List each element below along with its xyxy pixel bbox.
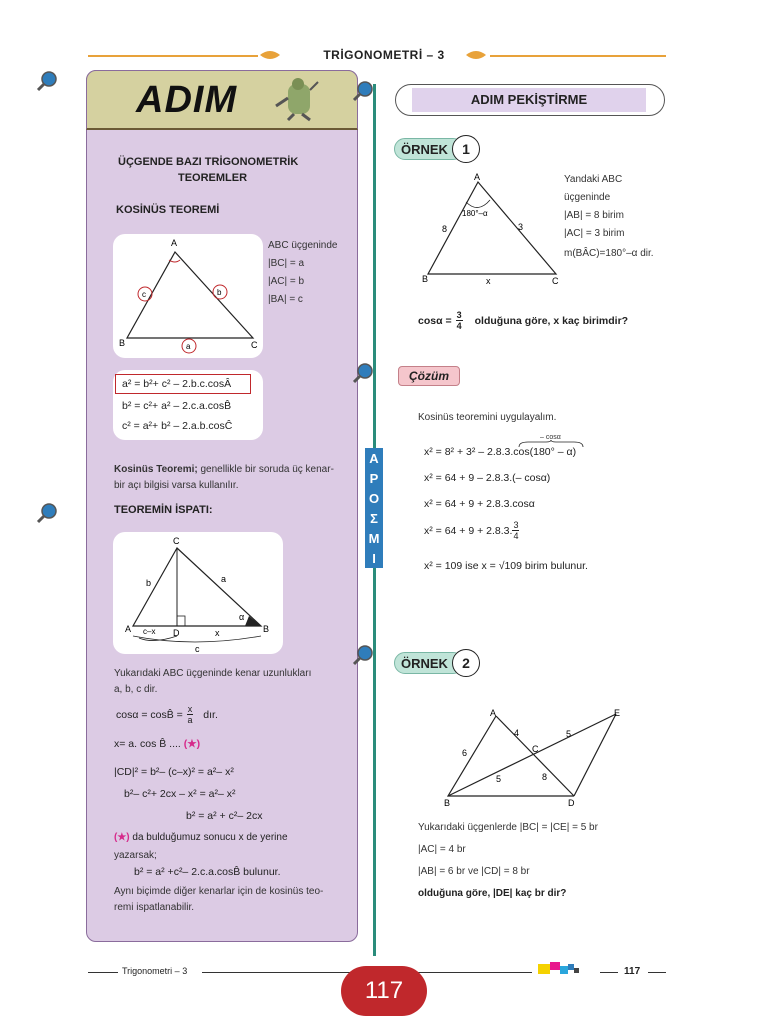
theorem-note-text: genellikle bir soruda üç kenar-: [197, 464, 334, 475]
vertical-letter: I: [372, 550, 376, 566]
ex2-edge-6: 6: [462, 748, 468, 758]
ex2-label-D: D: [568, 798, 575, 808]
solution-line-4: [424, 520, 519, 541]
star-mark: (★): [183, 738, 201, 750]
formula-c: c² = a²+ b² – 2.a.b.cosĈ: [122, 420, 233, 432]
ex1-frac-num: 3: [456, 310, 462, 320]
ex1-angle: 180°–α: [462, 209, 488, 218]
cos-equation: [116, 704, 218, 725]
magnifier-icon: [352, 644, 374, 666]
ex1-q-post: olduğuna göre, x kaç birimdir?: [474, 314, 629, 327]
proof-label-b: b: [146, 578, 152, 588]
x-equation: [114, 738, 200, 750]
climber-mascot-icon: [272, 76, 322, 122]
end-text-1: Aynı biçimde diğer kenarlar için de kosinüs teo-: [114, 886, 324, 897]
yazarsak-text: yazarsak;: [114, 850, 157, 861]
proof-text-1: Yukarıdaki ABC üçgeninde kenar uzunlukları: [114, 668, 312, 679]
vertical-letter: Σ: [370, 510, 378, 526]
ex1-info-4: m(BÂC)=180°–α dir.: [564, 248, 654, 259]
ex2-label-A: A: [490, 708, 497, 718]
ex2-text-1: |AC| = 4 br: [418, 844, 466, 855]
vertical-letter: O: [368, 490, 380, 506]
example1-triangle-diagram: [418, 170, 568, 288]
ex1-label-B: B: [422, 274, 429, 284]
section-title-line-2: TEOREMLER: [178, 172, 248, 184]
ex2-edge-5b: 5: [496, 774, 502, 784]
ex2-label-B: B: [444, 798, 451, 808]
footer-line-right: [600, 972, 618, 973]
proof-label-a: a: [221, 574, 227, 584]
vertical-letter: M: [368, 530, 380, 546]
triangle-caption-1: |BC| = a: [268, 258, 305, 269]
ex2-edge-5a: 5: [566, 729, 572, 739]
sol-frac-den: 4: [513, 531, 519, 541]
magnifier-icon: [352, 80, 374, 102]
ex1-edge-3: 3: [518, 222, 524, 232]
proof-label-A: A: [125, 624, 132, 634]
ex1-info-3: |AC| = 3 birim: [564, 228, 625, 239]
proof-triangle-diagram: [113, 532, 283, 654]
color-blocks-icon: [538, 960, 598, 978]
ex1-info-2: |AB| = 8 birim: [564, 210, 624, 221]
ex1-q-pre: cosα =: [418, 314, 452, 327]
equation-3: b² = a² + c²– 2cx: [186, 810, 263, 822]
theorem-note-2: bir açı bilgisi varsa kullanılır.: [114, 480, 239, 491]
magnifier-icon: [36, 70, 58, 92]
ex1-label-C: C: [552, 276, 559, 286]
cos-eq-pre: cosα = cosB̂ =: [116, 708, 183, 721]
ex2-label-C: C: [532, 744, 539, 754]
ex2-text-0: Yukarıdaki üçgenlerde |BC| = |CE| = 5 br: [418, 822, 598, 833]
label-B: B: [119, 338, 126, 348]
ex1-frac-den: 4: [456, 321, 462, 331]
footer-line-left: [88, 972, 118, 973]
solution-overbrace-label: – cosα: [540, 434, 561, 441]
cozum-badge: Çözüm: [398, 366, 460, 386]
section-title: ADIM PEKİŞTİRME: [412, 88, 646, 112]
proof-text-2: a, b, c dir.: [114, 684, 158, 695]
star-mark: (★): [114, 832, 130, 843]
solution-fraction: [512, 520, 519, 541]
ex2-edge-4: 4: [514, 728, 520, 738]
ex2-edge-8: 8: [542, 772, 548, 782]
example2-triangles-diagram: [438, 704, 628, 808]
x-eq-text: x= a. cos B̂ ....: [114, 738, 181, 750]
triangle-caption-3: |BA| = c: [268, 294, 303, 305]
solution-line-5: x² = 109 ise x = √109 birim bulunur.: [424, 560, 588, 572]
vertical-letter: A: [369, 450, 379, 466]
theorem-note-1: [114, 462, 354, 478]
label-a: a: [186, 342, 191, 351]
cos-eq-post: dır.: [203, 708, 218, 721]
triangle-caption-0: ABC üçgeninde: [268, 240, 338, 251]
proof-label-C: C: [173, 536, 180, 546]
triangle-caption-2: |AC| = b: [268, 276, 305, 287]
footer-page-number: 117: [624, 966, 641, 977]
sol-frac-num: 3: [513, 520, 519, 530]
abc-triangle-diagram: [113, 234, 263, 358]
solution-line-2: x² = 64 + 9 – 2.8.3.(– cosα): [424, 472, 551, 484]
header-line-right: [490, 55, 666, 57]
end-text-2: remi ispatlanabilir.: [114, 902, 195, 913]
solution-line-1: x² = 8² + 3² – 2.8.3.cos(180° – α): [424, 446, 577, 458]
ex1-edge-8: 8: [442, 224, 448, 234]
label-C: C: [251, 340, 258, 350]
star-sentence: [114, 832, 288, 843]
ex1-label-A: A: [474, 172, 481, 182]
ex2-text-2: |AB| = 6 br ve |CD| = 8 br: [418, 866, 530, 877]
proof-label-cx: c–x: [143, 627, 156, 636]
ornek-2-number: 2: [452, 649, 480, 677]
ex1-info-1: üçgeninde: [564, 192, 611, 203]
footer-left-text: Trigonometri – 3: [122, 966, 188, 976]
proof-label-x: x: [215, 628, 220, 638]
kosinus-title: KOSİNÜS TEOREMİ: [116, 204, 220, 216]
cos-frac-num: x: [187, 704, 193, 714]
proof-label-D: D: [173, 628, 180, 638]
ex1-fraction: [456, 310, 463, 331]
ex1-info-0: Yandaki ABC: [564, 174, 623, 185]
solution-intro: Kosinüs teoremini uygulayalım.: [418, 412, 557, 423]
page-number-badge: 117: [341, 966, 427, 1016]
cd-equation: |CD|² = b²– (c–x)² = a²– x²: [114, 766, 234, 778]
vertical-apoemi-label: [365, 448, 383, 568]
ornek-1-badge: ÖRNEK: [394, 138, 464, 160]
label-A: A: [171, 238, 178, 248]
footer-line-end: [648, 972, 666, 973]
proof-label-c: c: [195, 644, 200, 654]
ornek-2-badge: ÖRNEK: [394, 652, 464, 674]
magnifier-icon: [36, 502, 58, 524]
solution-line-3: x² = 64 + 9 + 2.8.3.cosα: [424, 498, 535, 510]
leaf-ornament-icon: [464, 47, 488, 63]
ornek-1-number: 1: [452, 135, 480, 163]
proof-label-B: B: [263, 624, 270, 634]
magnifier-icon: [352, 362, 374, 384]
star-text: da bulduğumuz sonucu x de yerine: [132, 832, 288, 843]
theorem-note-bold: Kosinüs Teoremi;: [114, 464, 198, 475]
equation-2: b²– c²+ 2cx – x² = a²– x²: [124, 788, 236, 800]
proof-label-alpha: α: [239, 612, 245, 622]
formula-a: a² = b²+ c² – 2.b.c.cosÂ: [122, 378, 232, 390]
equation-4: b² = a² +c²– 2.c.a.cosB̂ bulunur.: [134, 866, 281, 878]
proof-title: TEOREMİN İSPATI:: [114, 504, 213, 516]
header-title: TRİGONOMETRİ – 3: [323, 48, 445, 62]
cos-fraction: [187, 704, 194, 725]
label-c: c: [142, 290, 146, 299]
adim-title: ADIM: [136, 79, 238, 121]
formula-b: b² = c²+ a² – 2.c.a.cosB̂: [122, 400, 232, 412]
ex1-label-x: x: [486, 276, 491, 286]
vertical-letter: P: [369, 470, 379, 486]
solution-line-4-text: x² = 64 + 9 + 2.8.3.: [424, 524, 513, 537]
ex1-question: [418, 310, 628, 331]
cos-frac-den: a: [187, 715, 193, 725]
section-title-line-1: ÜÇGENDE BAZI TRİGONOMETRİK: [118, 156, 299, 168]
ex2-question: olduğuna göre, |DE| kaç br dir?: [418, 888, 567, 899]
label-b: b: [217, 288, 222, 297]
ex2-label-E: E: [614, 708, 621, 718]
